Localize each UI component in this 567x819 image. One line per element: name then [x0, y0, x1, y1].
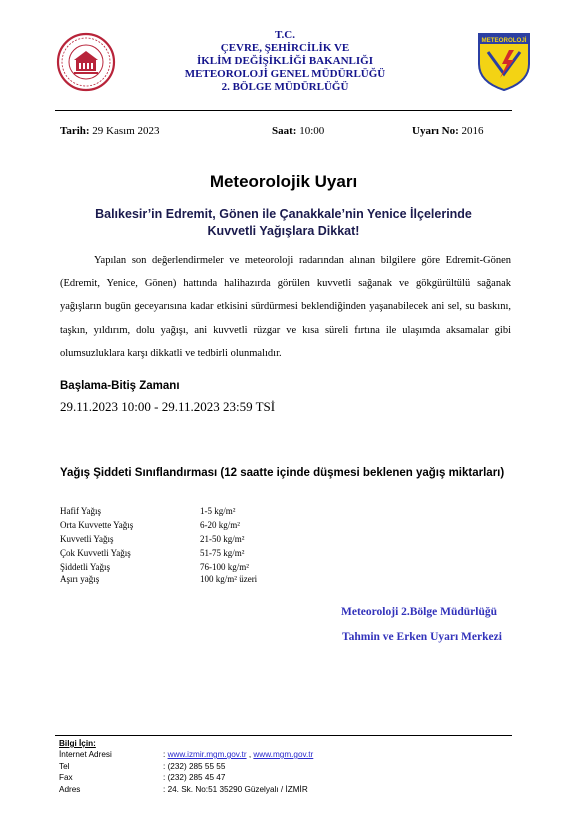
address-value: 24. Sk. No:51 35290 Güzelyalı / İZMİR [167, 784, 308, 794]
colon: : [163, 773, 166, 782]
rain-category: Aşırı yağış [60, 574, 100, 584]
colon: : [163, 761, 166, 771]
period-value: 29.11.2023 10:00 - 29.11.2023 23:59 TSİ [60, 399, 276, 414]
ministry-name-block [140, 29, 430, 94]
footer-divider [55, 735, 512, 736]
time-field [272, 125, 324, 137]
internet-label: İnternet Adresi [59, 750, 112, 759]
date-label: Tarih: [60, 125, 90, 137]
rain-category: Çok Kuvvetli Yağış [60, 548, 131, 558]
colon: : [163, 750, 166, 759]
rain-category: Hafif Yağış [60, 506, 102, 516]
tel-value: (232) 285 55 55 [167, 761, 226, 771]
signature-center: Tahmin ve Erken Uyarı Merkezi [342, 631, 502, 643]
ministry-line: METEOROLOJİ GENEL MÜDÜRLÜĞÜ [184, 68, 386, 80]
rain-amount: 76-100 kg/m² [200, 562, 249, 572]
mgm-website-link[interactable]: www.mgm.gov.tr [253, 750, 314, 759]
rain-amount: 1-5 kg/m² [200, 506, 236, 516]
ministry-seal-logo [56, 32, 116, 92]
period-label: Başlama-Bitiş Zamanı [60, 380, 180, 392]
warning-title: Meteorolojik Uyarı [209, 172, 358, 191]
warning-body: Yapılan son değerlendirmeler ve meteoroloji radarından alınan bilgilere göre Edremit-Gönen (Edremit, Yenice, Gönen) hattında halihazırda görülen kuvvetli sağanak ve gökgürültülü sağanak yağışların bugün geceyarısına kadar etkisini sürdürmesi beklendiğinden yaşanabilecek ani sel, su baskını, taşkın, yıldırım, dolu yağışı, ani kuvvetli rüzgar ve kısa süreli fırtına ile ulaşımda aksamalar gibi olumsuzluklara karşı dikkatli ve tedbirli olunmalıdır. [60, 255, 511, 359]
colon: : [163, 784, 166, 794]
date-value: 29 Kasım 2023 [92, 125, 160, 137]
izmir-website-link[interactable]: www.izmir.mgm.gov.tr [167, 750, 247, 759]
contact-row-fax [59, 772, 226, 784]
rain-category: Kuvvetli Yağış [60, 534, 114, 544]
contact-row-internet [59, 749, 314, 761]
link-separator: , [246, 750, 254, 759]
warning-number-field [412, 125, 484, 137]
address-label: Adres [59, 784, 81, 794]
time-label: Saat: [272, 125, 297, 137]
ministry-line: İKLİM DEĞİŞİKLİĞİ BAKANLIĞI [196, 55, 374, 67]
contact-row-address [59, 784, 308, 796]
meteorology-logo [474, 30, 534, 92]
ministry-line: ÇEVRE, ŞEHİRCİLİK VE [220, 42, 350, 54]
date-field [60, 125, 160, 137]
time-value: 10:00 [299, 125, 325, 137]
warning-subtitle: Balıkesir’in Edremit, Gönen ile Çanakkale’nin Yenice İlçelerinde Kuvvetli Yağışlara Dikkat! [95, 207, 472, 238]
fax-value: (232) 285 45 47 [167, 773, 226, 782]
ministry-line: 2. BÖLGE MÜDÜRLÜĞÜ [221, 81, 349, 93]
classification-title: Yağış Şiddeti Sınıflandırması (12 saatte içinde düşmesi beklenen yağış miktarları) [60, 467, 505, 479]
warning-number-label: Uyarı No: [412, 125, 459, 137]
fax-label: Fax [59, 773, 73, 782]
contact-title: Bilgi İçin: [59, 739, 96, 748]
rain-category: Şiddetli Yağış [60, 562, 111, 572]
rain-amount: 6-20 kg/m² [200, 520, 240, 530]
rain-amount: 21-50 kg/m² [200, 534, 245, 544]
ministry-line: T.C. [275, 29, 295, 41]
rain-category: Orta Kuvvette Yağış [60, 520, 134, 530]
header-divider [55, 110, 512, 111]
signature-office: Meteoroloji 2.Bölge Müdürlüğü [341, 606, 497, 618]
internet-value [163, 749, 313, 761]
contact-row-tel [59, 761, 226, 773]
fax-value-wrap [163, 772, 225, 784]
contact-footer [59, 739, 314, 795]
logo-text: METEOROLOJİ [481, 37, 527, 44]
tel-label: Tel [59, 761, 70, 771]
rain-amount: 51-75 kg/m² [200, 548, 245, 558]
rain-amount: 100 kg/m² üzeri [200, 574, 258, 584]
warning-number-value: 2016 [461, 125, 484, 137]
document-header [0, 0, 567, 110]
tel-value-wrap [163, 761, 225, 773]
address-value-wrap [163, 784, 308, 796]
